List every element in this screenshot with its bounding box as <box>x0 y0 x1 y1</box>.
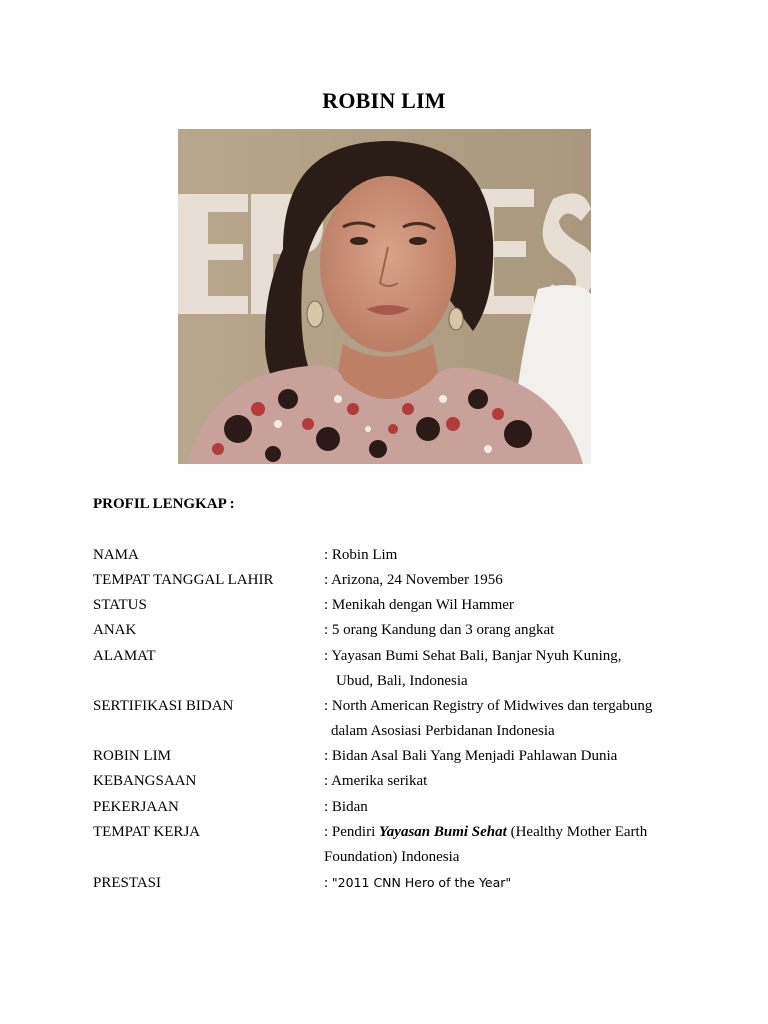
row-value-continuation: Ubud, Bali, Indonesia <box>336 673 468 689</box>
profile-row-robin-lim <box>93 745 733 767</box>
row-value-continuation: Foundation) Indonesia <box>324 849 460 865</box>
row-label: PRESTASI <box>93 875 161 891</box>
row-value: : Amerika serikat <box>324 773 428 789</box>
row-label: SERTIFIKASI BIDAN <box>93 698 234 714</box>
page-title: ROBIN LIM <box>322 88 446 113</box>
portrait-photo <box>178 129 591 464</box>
section-heading: PROFIL LENGKAP : <box>93 496 235 512</box>
profile-row-sertifikasi <box>93 695 733 717</box>
row-value: : Menikah dengan Wil Hammer <box>324 597 514 613</box>
row-value: : Bidan <box>324 799 368 815</box>
award-text: "2011 CNN Hero of the Year" <box>331 875 512 890</box>
profile-row-status <box>93 594 733 616</box>
profile-row-ttl <box>93 569 733 591</box>
value-suffix: (Healthy Mother Earth <box>506 824 648 840</box>
value-prefix: : Pendiri <box>324 824 379 840</box>
row-label: NAMA <box>93 547 139 563</box>
row-label: ALAMAT <box>93 648 156 664</box>
row-value: : Bidan Asal Bali Yang Menjadi Pahlawan Dunia <box>324 748 618 764</box>
foundation-name: Yayasan Bumi Sehat <box>379 824 507 840</box>
row-value <box>324 821 647 843</box>
profile-row-prestasi <box>93 872 733 894</box>
row-label: KEBANGSAAN <box>93 773 197 789</box>
profile-row-kebangsaan <box>93 770 733 792</box>
row-label: PEKERJAAN <box>93 799 179 815</box>
profile-row-pekerjaan <box>93 796 733 818</box>
row-value: : Arizona, 24 November 1956 <box>324 572 503 588</box>
row-label: ROBIN LIM <box>93 748 171 764</box>
profile-row-alamat <box>93 645 733 667</box>
value-prefix: : <box>324 875 332 891</box>
row-value: : 5 orang Kandung dan 3 orang angkat <box>324 622 555 638</box>
row-label: STATUS <box>93 597 147 613</box>
row-value <box>324 872 511 894</box>
profile-row-tempat-kerja <box>93 821 733 843</box>
row-value: : Robin Lim <box>324 547 398 563</box>
row-label: ANAK <box>93 622 137 638</box>
profile-row-anak <box>93 619 733 641</box>
row-label: TEMPAT KERJA <box>93 824 201 840</box>
row-value: : North American Registry of Midwives dan tergabung <box>324 698 653 714</box>
row-value: : Yayasan Bumi Sehat Bali, Banjar Nyuh Kuning, <box>324 648 622 664</box>
profile-row-nama <box>93 544 733 566</box>
row-label: TEMPAT TANGGAL LAHIR <box>93 572 274 588</box>
row-value-continuation: dalam Asosiasi Perbidanan Indonesia <box>331 723 555 739</box>
